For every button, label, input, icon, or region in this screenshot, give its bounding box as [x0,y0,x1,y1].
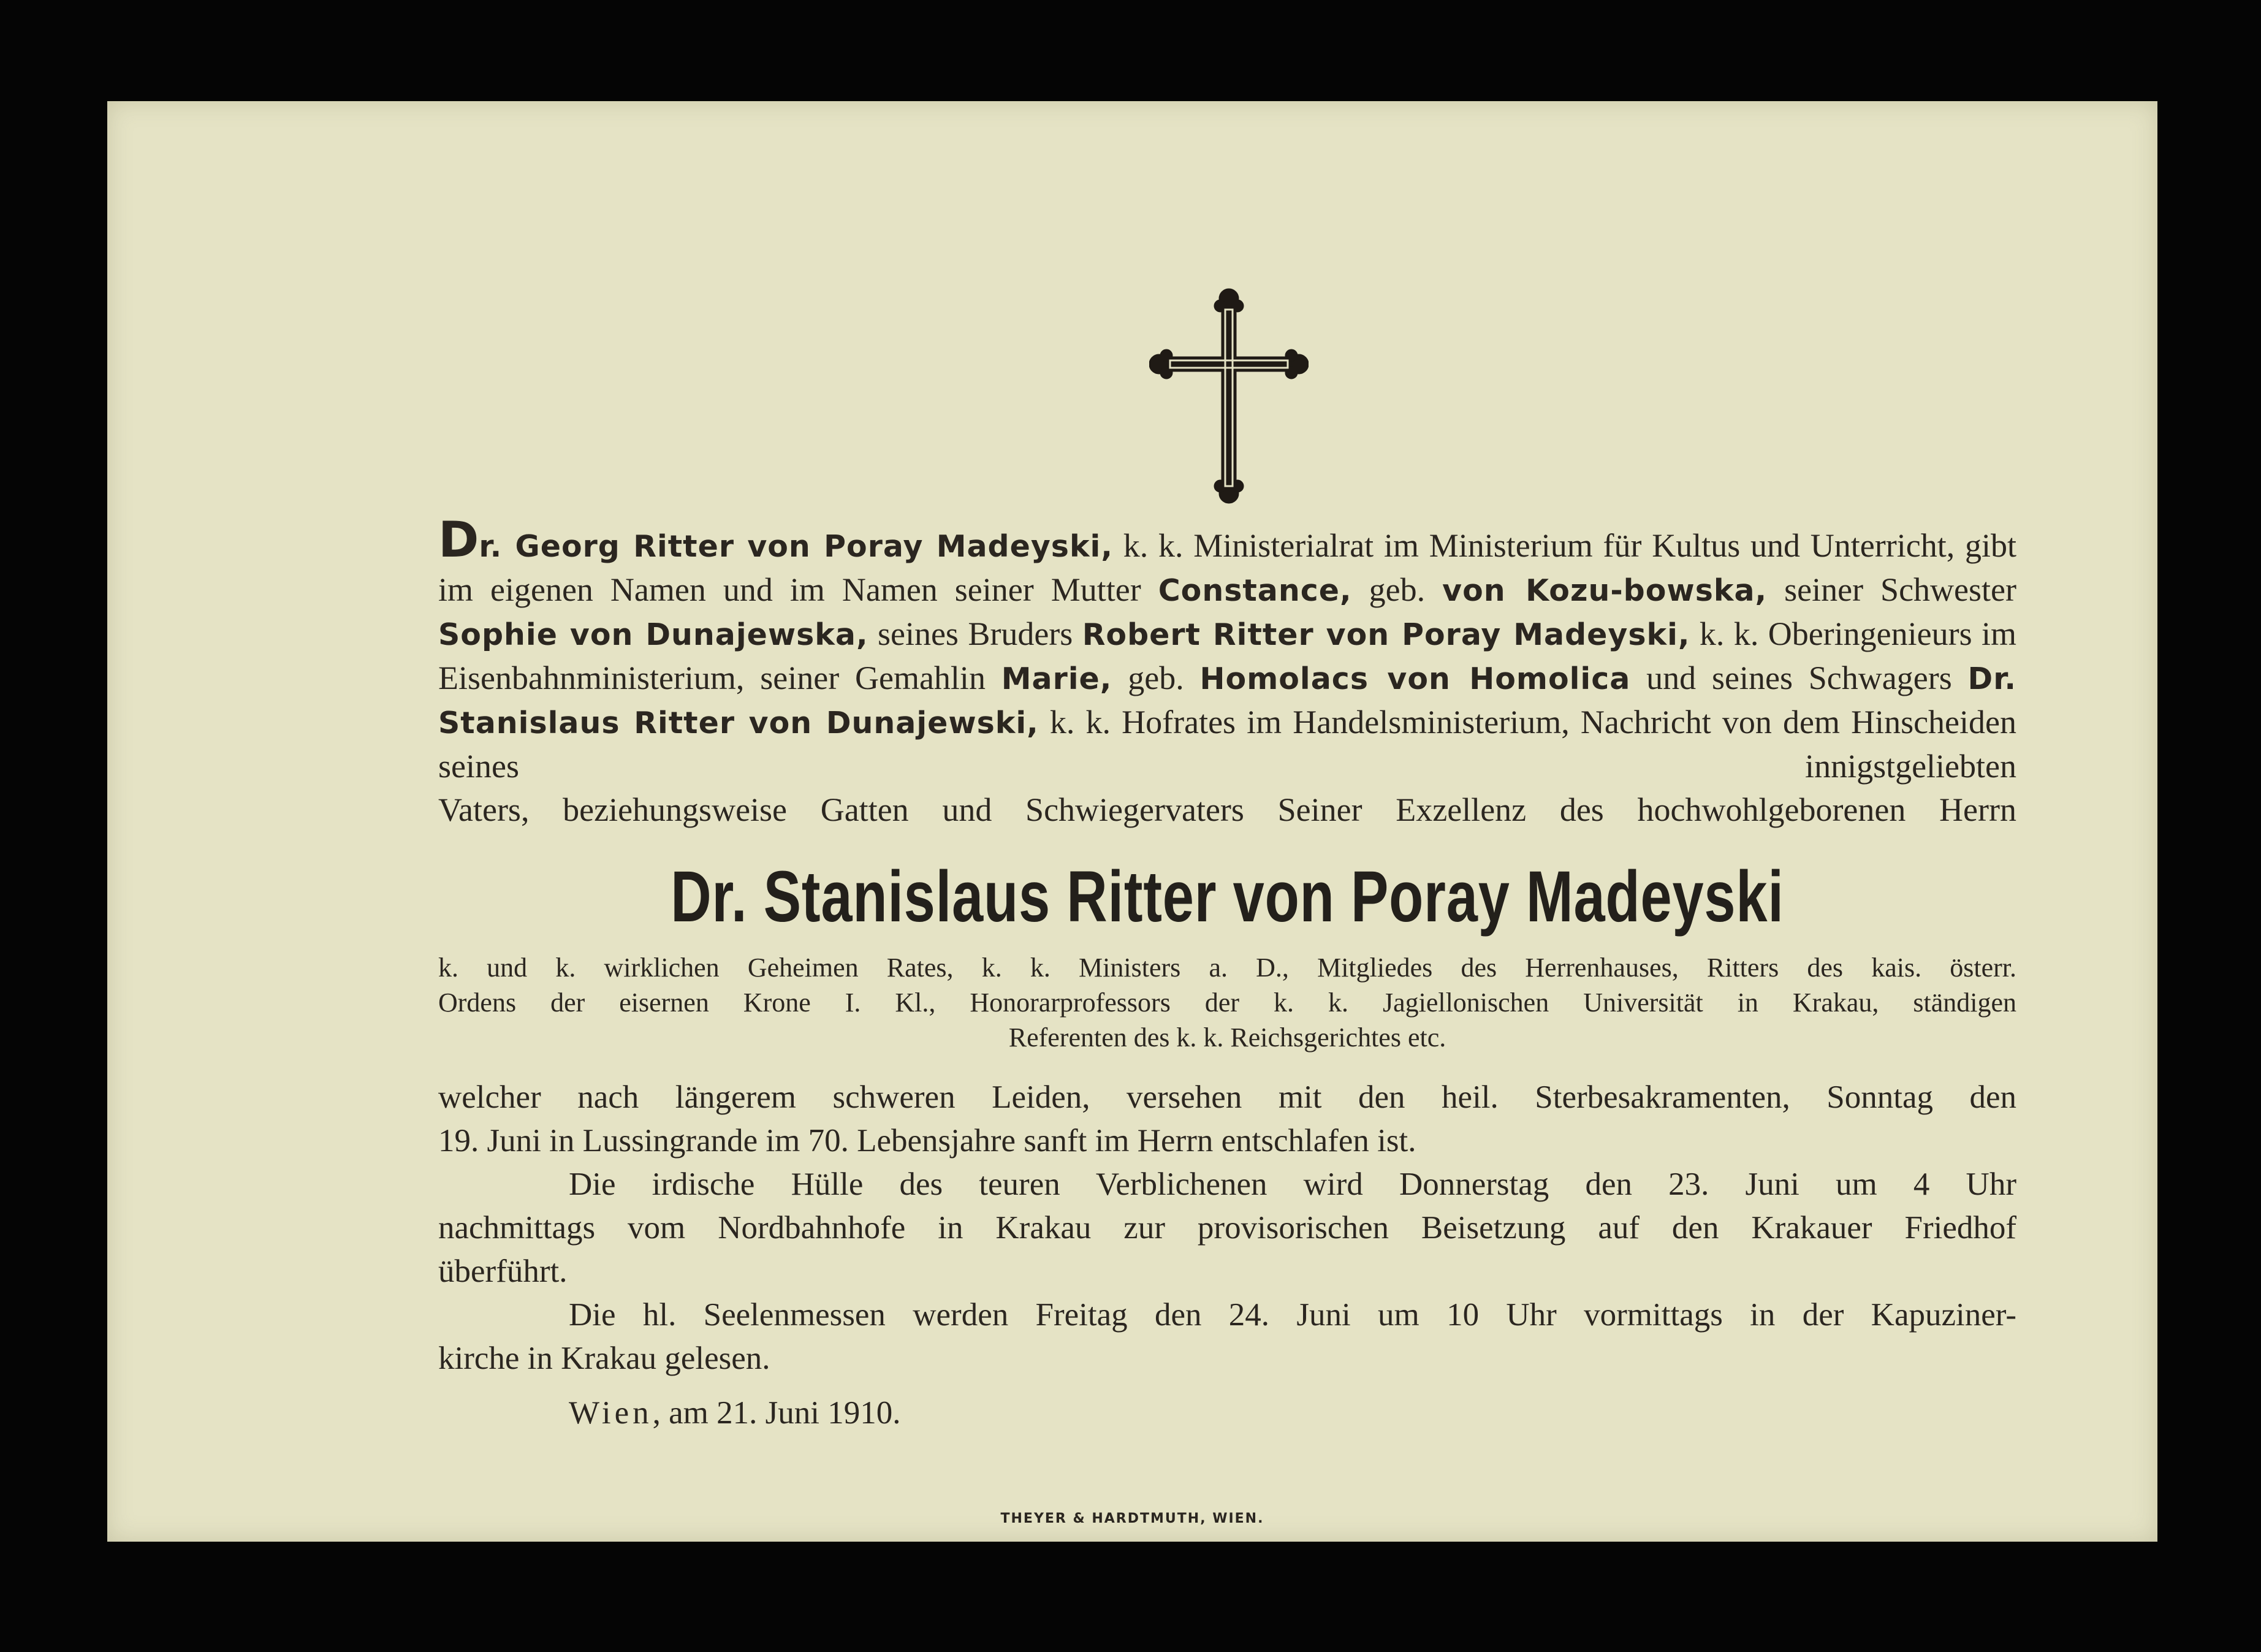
sister-name: Sophie von Dunajewska, [438,617,868,652]
date-line [569,1395,901,1431]
wife-maiden-name: Homolacs von Homolica [1199,661,1631,696]
mass-paragraph [438,1293,2016,1380]
body-line: kirche in Krakau gelesen. [438,1341,770,1376]
mother-maiden-name: von Kozu-bowska, [1442,573,1768,608]
son-name: r. Georg Ritter von Poray Madeyski, [479,529,1113,564]
body-line: nachmittags vom Nordbahnhofe in Krakau zur provisorischen Beisetzung auf den Krakauer Friedhof [438,1210,2016,1246]
brother-name: Robert Ritter von Poray Madeyski, [1082,617,1690,652]
death-paragraph [438,1076,2016,1163]
intro-last-line: Vaters, beziehungsweise Gatten und Schwiegervaters Seiner Exzellenz des hochwohlgeborenen Herrn [438,791,2016,828]
titles-line: Ordens der eisernen Krone I. Kl., Honorarprofessors der k. k. Jagiellonischen Universität in Krakau, ständigen [438,988,2016,1018]
mourning-card [107,101,2157,1542]
intro-text: seiner Schwester [1767,571,2016,608]
body-line: welcher nach längerem schweren Leiden, versehen mit den heil. Sterbesakramenten, Sonntag den [438,1079,2016,1115]
intro-paragraph [438,511,2016,832]
titles-line: k. und k. wirklichen Geheimen Rates, k. k. Ministers a. D., Mitgliedes des Herrenhauses, Ritters des kais. österr. [438,953,2016,983]
intro-text: k. k. Oberingenieurs im Eisenbahnministerium, seiner Gemahlin [438,615,2016,696]
cross-icon [1149,285,1309,506]
body-line: überführt. [438,1254,568,1289]
deceased-name: Dr. Stanislaus Ritter von Poray Madeyski [671,856,1784,937]
body-line: Die irdische Hülle des teuren Verblichenen wird Donnerstag den 23. Juni um 4 Uhr [569,1167,2016,1202]
intro-text: und seines Schwagers [1630,660,1968,696]
brother-in-law-name: Dr. Stanislaus Ritter von Dunajewski, [438,661,2016,740]
intro-text: seines Bruders [868,615,1082,652]
intro-text: k. k. Ministerialrat im Ministerium für Kultus und Unterricht, gibt im eigenen Namen und im Namen seiner Mutter [438,527,2016,608]
body-line: Die hl. Seelenmessen werden Freitag den 24. Juni um 10 Uhr vormittags in der Kapuziner- [569,1297,2016,1333]
initial-letter: D [438,511,479,568]
date-text: , am 21. Juni 1910. [652,1395,901,1431]
titles-line: Referenten des k. k. Reichsgerichtes etc. [1008,1022,1446,1052]
place-name: Wien [569,1395,653,1431]
transfer-paragraph [438,1163,2016,1293]
intro-text: geb. [1112,660,1200,696]
deceased-titles [438,950,2016,1055]
wife-name: Marie, [1001,661,1112,696]
mother-name: Constance, [1158,573,1352,608]
printer-imprint: THEYER & HARDTMUTH, WIEN. [1000,1511,1264,1526]
intro-text: k. k. Hofrates im Handelsministerium, Nachricht von dem Hinscheiden seines innigstgeliebten [438,704,2016,785]
body-line: 19. Juni in Lussingrande im 70. Lebensjahre sanft im Herrn entschlafen ist. [438,1123,1416,1159]
body-text [438,1076,2016,1380]
intro-text: geb. [1351,571,1443,608]
